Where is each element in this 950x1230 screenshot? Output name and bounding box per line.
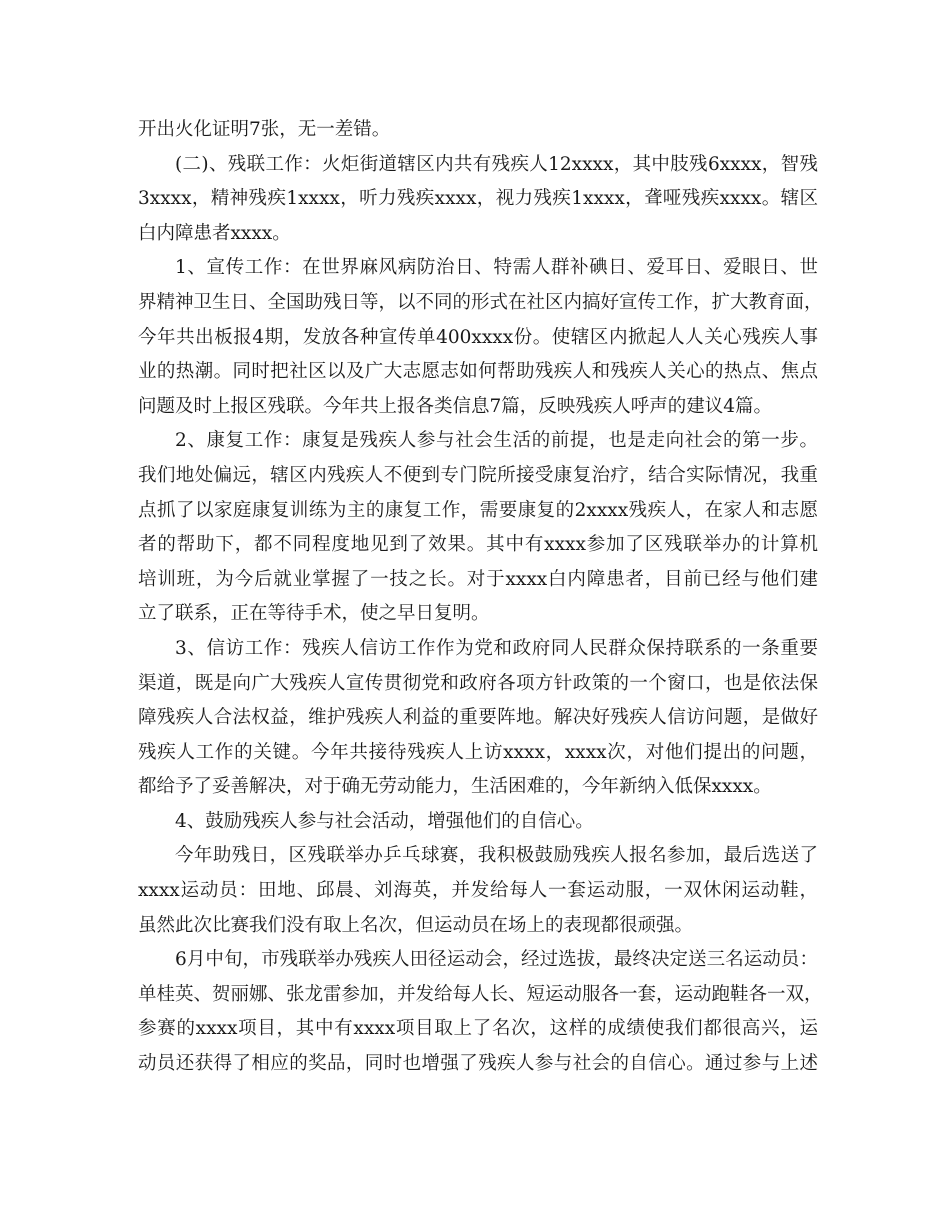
text-line: 障残疾人合法权益，维护残疾人利益的重要阵地。解决好残疾人信访问题，是做好 [138, 707, 818, 729]
text-line: 今年共出板报4期，发放各种宣传单400xxxx份。使辖区内掀起人人关心残疾人事 [138, 326, 818, 348]
text-line: 培训班，为今后就业掌握了一技之长。对于xxxx白内障患者，目前已经与他们建 [138, 568, 818, 590]
text-line: 2、康复工作：康复是残疾人参与社会生活的前提，也是走向社会的第一步。 [175, 430, 818, 452]
text-line: 4、鼓励残疾人参与社会活动，增强他们的自信心。 [175, 810, 594, 832]
text-line: 动员还获得了相应的奖品，同时也增强了残疾人参与社会的自信心。通过参与上述 [138, 1053, 818, 1075]
text-line: 者的帮助下，都不同程度地见到了效果。其中有xxxx参加了区残联举办的计算机 [138, 534, 818, 556]
text-line: 业的热潮。同时把社区以及广大志愿志如何帮助残疾人和残疾人关心的热点、焦点 [138, 361, 818, 383]
text-line: 3xxxx，精神残疾1xxxx，听力残疾xxxx，视力残疾1xxxx，聋哑残疾xxxx。辖区 [138, 188, 818, 210]
text-line: 今年助残日，区残联举办乒乓球赛，我积极鼓励残疾人报名参加，最后选送了 [175, 845, 818, 867]
text-line: 渠道，既是向广大残疾人宣传贯彻党和政府各项方针政策的一个窗口，也是依法保 [138, 672, 818, 694]
text-line: 3、信访工作：残疾人信访工作作为党和政府同人民群众保持联系的一条重要 [175, 637, 818, 659]
text-line: 点抓了以家庭康复训练为主的康复工作，需要康复的2xxxx残疾人，在家人和志愿 [138, 499, 818, 521]
text-line: 立了联系，正在等待手术，使之早日复明。 [138, 603, 490, 625]
text-line: 开出火化证明7张，无一差错。 [138, 119, 391, 140]
text-line: 我们地处偏远，辖区内残疾人不便到专门院所接受康复治疗，结合实际情况，我重 [138, 464, 818, 486]
text-line: 虽然此次比赛我们没有取上名次，但运动员在场上的表现都很顽强。 [138, 914, 694, 936]
text-line: 6月中旬，市残联举办残疾人田径运动会，经过选拔，最终决定送三名运动员： [175, 949, 818, 971]
text-line: 都给予了妥善解决，对于确无劳动能力，生活困难的，今年新纳入低保xxxx。 [138, 776, 772, 798]
text-line: 单桂英、贺丽娜、张龙雷参加，并发给每人长、短运动服各一套，运动跑鞋各一双， [138, 983, 823, 1005]
text-line: 界精神卫生日、全国助残日等，以不同的形式在社区内搞好宣传工作，扩大教育面， [138, 291, 823, 313]
text-line: 残疾人工作的关键。今年共接待残疾人上访xxxx，xxxx次，对他们提出的问题， [138, 741, 818, 763]
body-text [138, 113, 823, 1082]
text-line: 参赛的xxxx项目，其中有xxxx项目取上了名次，这样的成绩使我们都很高兴，运 [138, 1018, 818, 1040]
text-line: xxxx运动员：田地、邱晨、刘海英，并发给每人一套运动服，一双休闲运动鞋， [138, 880, 818, 902]
text-line: 问题及时上报区残联。今年共上报各类信息7篇，反映残疾人呼声的建议4篇。 [138, 395, 773, 417]
text-line: (二)、残联工作：火炬街道辖区内共有残疾人12xxxx，其中肢残6xxxx，智残 [175, 153, 818, 175]
text-line: 1、宣传工作：在世界麻风病防治日、特需人群补碘日、爱耳日、爱眼日、世 [175, 257, 818, 279]
text-line: 白内障患者xxxx。 [138, 222, 291, 244]
